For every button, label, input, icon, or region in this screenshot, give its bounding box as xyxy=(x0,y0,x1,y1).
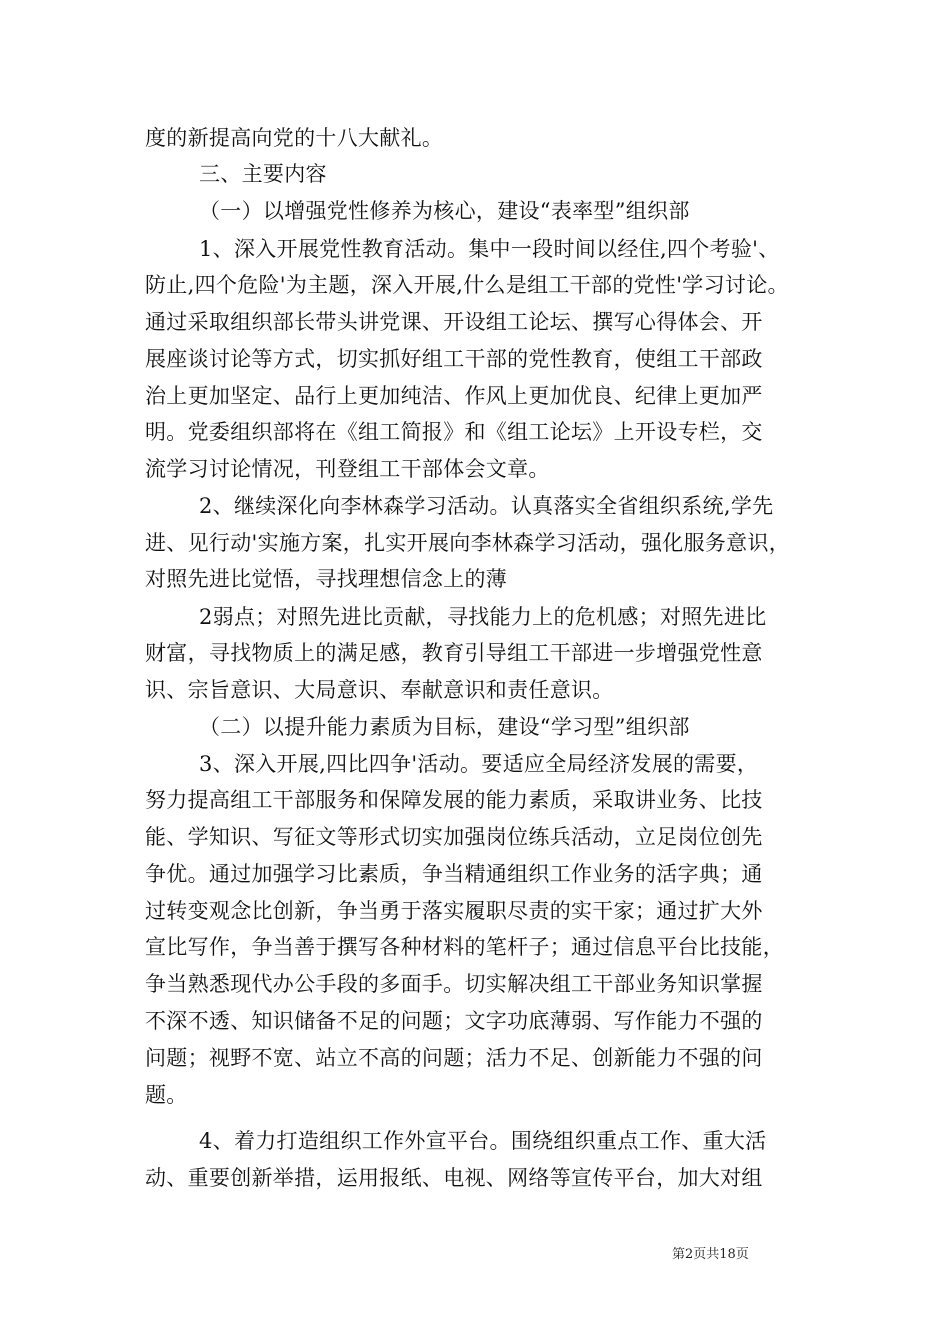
text-line: 能、学知识、写征文等形式切实加强岗位练兵活动，立足岗位创先 xyxy=(145,825,763,849)
text-line: 明。党委组织部将在《组工简报》和《组工论坛》上开设专栏，交 xyxy=(145,420,763,444)
text-line: 问题；视野不宽、站立不高的问题；活力不足、创新能力不强的问 xyxy=(145,1046,763,1070)
text-line: 争优。通过加强学习比素质，争当精通组织工作业务的活字典；通 xyxy=(145,862,763,886)
text-line: 努力提高组工干部服务和保障发展的能力素质，采取讲业务、比技 xyxy=(145,788,763,812)
text-line: 治上更加坚定、品行上更加纯洁、作风上更加优良、纪律上更加严 xyxy=(145,384,763,408)
text-line: 宣比写作，争当善于撰写各种材料的笔杆子；通过信息平台比技能， xyxy=(145,935,784,959)
text-line: 过转变观念比创新，争当勇于落实履职尽责的实干家；通过扩大外 xyxy=(145,899,763,923)
text-line: 度的新提高向党的十八大献礼。 xyxy=(145,126,444,150)
text-line: 4、着力打造组织工作外宣平台。围绕组织重点工作、重大活 xyxy=(199,1129,767,1153)
text-line: 流学习讨论情况，刊登组工干部体会文章。 xyxy=(145,457,550,481)
text-line: 题。 xyxy=(145,1083,188,1107)
text-line: 3、深入开展,四比四争'活动。要适应全局经济发展的需要， xyxy=(199,752,759,776)
text-line: 1、深入开展党性教育活动。集中一段时间以经住,四个考验'、 xyxy=(199,237,780,261)
text-line: 动、重要创新举措，运用报纸、电视、网络等宣传平台，加大对组 xyxy=(145,1166,763,1190)
text-line: 对照先进比觉悟，寻找理想信念上的薄 xyxy=(145,567,508,591)
text-line: 通过采取组织部长带头讲党课、开设组工论坛、撰写心得体会、开 xyxy=(145,310,763,334)
text-line: 展座谈讨论等方式，切实抓好组工干部的党性教育，使组工干部政 xyxy=(145,347,763,371)
text-line: 不深不透、知识储备不足的问题；文字功底薄弱、写作能力不强的 xyxy=(145,1009,763,1033)
text-line: 2弱点；对照先进比贡献，寻找能力上的危机感；对照先进比 xyxy=(199,605,767,629)
text-line: 财富，寻找物质上的满足感，教育引导组工干部进一步增强党性意 xyxy=(145,641,763,665)
page-number: 第2页共18页 xyxy=(672,1247,749,1262)
text-line: 2、继续深化向李林森学习活动。认真落实全省组织系统,学先 xyxy=(199,494,774,518)
subsection-heading: （二）以提升能力素质为目标，建设“学习型”组织部 xyxy=(199,715,690,739)
text-line: 争当熟悉现代办公手段的多面手。切实解决组工干部业务知识掌握 xyxy=(145,972,763,996)
subsection-heading: （一）以增强党性修养为核心，建设“表率型”组织部 xyxy=(199,199,690,223)
text-line: 进、见行动'实施方案，扎实开展向李林森学习活动，强化服务意识， xyxy=(145,531,791,555)
text-line: 防止,四个危险'为主题，深入开展,什么是组工干部的党性'学习讨论。 xyxy=(145,273,789,297)
section-heading: 三、主要内容 xyxy=(199,162,327,186)
text-line: 识、宗旨意识、大局意识、奉献意识和责任意识。 xyxy=(145,678,614,702)
